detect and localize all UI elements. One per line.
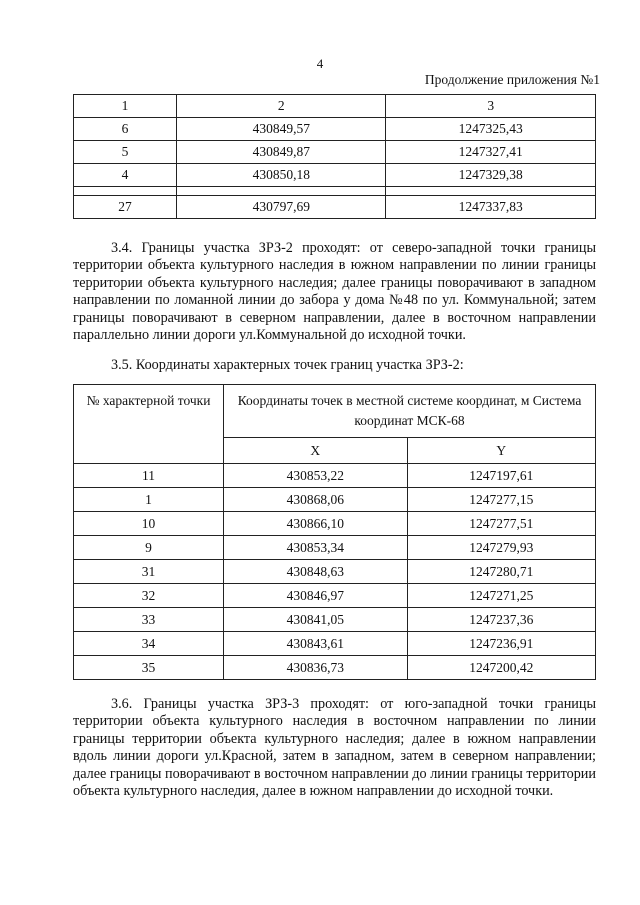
y-coordinate-cell: 1247197,61 <box>407 464 596 488</box>
y-coordinate-cell: 1247200,42 <box>407 656 596 680</box>
section-3-6-paragraph <box>73 696 596 800</box>
point-number-cell: 27 <box>74 196 177 219</box>
table-header-cell: 1 <box>74 95 177 118</box>
point-number-cell: 34 <box>74 632 224 656</box>
section-3-6-text: 3.6. Границы участка ЗРЗ-3 проходят: от юго-западной точки границы территории объекта культурного наследия в восточном направлении по линии границы территории объекта культурного наследия; далее в южном направлении вдоль линии дороги ул.Красной, затем в западном, затем в северном направлении; далее границы поворачивают в восточном направлении до линии границы территории объекта культурного наследия, далее в южном направлении до исходной точки. <box>73 696 596 800</box>
point-number-cell: 31 <box>74 560 224 584</box>
empty-cell <box>177 187 386 196</box>
x-coordinate-cell: 430849,57 <box>177 118 386 141</box>
empty-cell <box>74 187 177 196</box>
point-number-cell: 9 <box>74 536 224 560</box>
y-coordinate-cell: 1247327,41 <box>386 141 596 164</box>
point-number-cell: 6 <box>74 118 177 141</box>
point-number-cell: 35 <box>74 656 224 680</box>
y-header: Y <box>407 438 596 464</box>
point-number-cell: 33 <box>74 608 224 632</box>
point-number-header: № характерной точки <box>74 385 224 464</box>
table-row <box>74 118 596 141</box>
x-header: X <box>224 438 407 464</box>
point-number-cell: 32 <box>74 584 224 608</box>
y-coordinate-cell: 1247236,91 <box>407 632 596 656</box>
y-coordinate-cell: 1247280,71 <box>407 560 596 584</box>
point-number-cell: 5 <box>74 141 177 164</box>
x-coordinate-cell: 430836,73 <box>224 656 407 680</box>
section-3-4-text: 3.4. Границы участка ЗРЗ-2 проходят: от северо-западной точки границы территории объекта культурного наследия в южном направлении по линии границы территории объекта культурного наследия; далее границы поворачивают в западном направлении по ломанной линии до забора у дома №48 по ул. Коммунальной; затем границы поворачивают в северном направлении, далее в восточном направлении параллельно линии дороги ул.Коммунальной до исходной точки. <box>73 240 596 344</box>
table-row <box>74 632 596 656</box>
table-header-row <box>74 385 596 438</box>
empty-cell <box>386 187 596 196</box>
x-coordinate-cell: 430866,10 <box>224 512 407 536</box>
x-coordinate-cell: 430853,22 <box>224 464 407 488</box>
table-header-cell: 2 <box>177 95 386 118</box>
table-row <box>74 488 596 512</box>
y-coordinate-cell: 1247279,93 <box>407 536 596 560</box>
table-row <box>74 560 596 584</box>
point-number-cell: 4 <box>74 164 177 187</box>
x-coordinate-cell: 430850,18 <box>177 164 386 187</box>
x-coordinate-cell: 430843,61 <box>224 632 407 656</box>
coordinates-table-continuation <box>73 94 596 219</box>
table-row <box>74 656 596 680</box>
x-coordinate-cell: 430868,06 <box>224 488 407 512</box>
y-coordinate-cell: 1247237,36 <box>407 608 596 632</box>
x-coordinate-cell: 430797,69 <box>177 196 386 219</box>
table-row <box>74 464 596 488</box>
section-3-5-heading: 3.5. Координаты характерных точек границ участка ЗРЗ-2: <box>111 357 464 373</box>
table-row <box>74 512 596 536</box>
y-coordinate-cell: 1247277,51 <box>407 512 596 536</box>
table-gap-row <box>74 187 596 196</box>
zrz-2-coordinates-table <box>73 384 596 680</box>
table-row <box>74 196 596 219</box>
table-row <box>74 164 596 187</box>
y-coordinate-cell: 1247337,83 <box>386 196 596 219</box>
point-number-cell: 10 <box>74 512 224 536</box>
section-3-4-paragraph <box>73 240 596 344</box>
table-row <box>74 608 596 632</box>
table-row <box>74 584 596 608</box>
y-coordinate-cell: 1247277,15 <box>407 488 596 512</box>
x-coordinate-cell: 430853,34 <box>224 536 407 560</box>
x-coordinate-cell: 430846,97 <box>224 584 407 608</box>
table-row <box>74 141 596 164</box>
y-coordinate-cell: 1247325,43 <box>386 118 596 141</box>
x-coordinate-cell: 430849,87 <box>177 141 386 164</box>
x-coordinate-cell: 430841,05 <box>224 608 407 632</box>
y-coordinate-cell: 1247271,25 <box>407 584 596 608</box>
point-number-cell: 11 <box>74 464 224 488</box>
y-coordinate-cell: 1247329,38 <box>386 164 596 187</box>
table-header-cell: 3 <box>386 95 596 118</box>
coordinates-header: Координаты точек в местной системе координат, м Система координат МСК-68 <box>224 385 596 438</box>
page-number: 4 <box>316 56 324 71</box>
x-coordinate-cell: 430848,63 <box>224 560 407 584</box>
appendix-continuation-label: Продолжение приложения №1 <box>424 72 600 87</box>
table-row <box>74 536 596 560</box>
point-number-cell: 1 <box>74 488 224 512</box>
table-header-row <box>74 95 596 118</box>
